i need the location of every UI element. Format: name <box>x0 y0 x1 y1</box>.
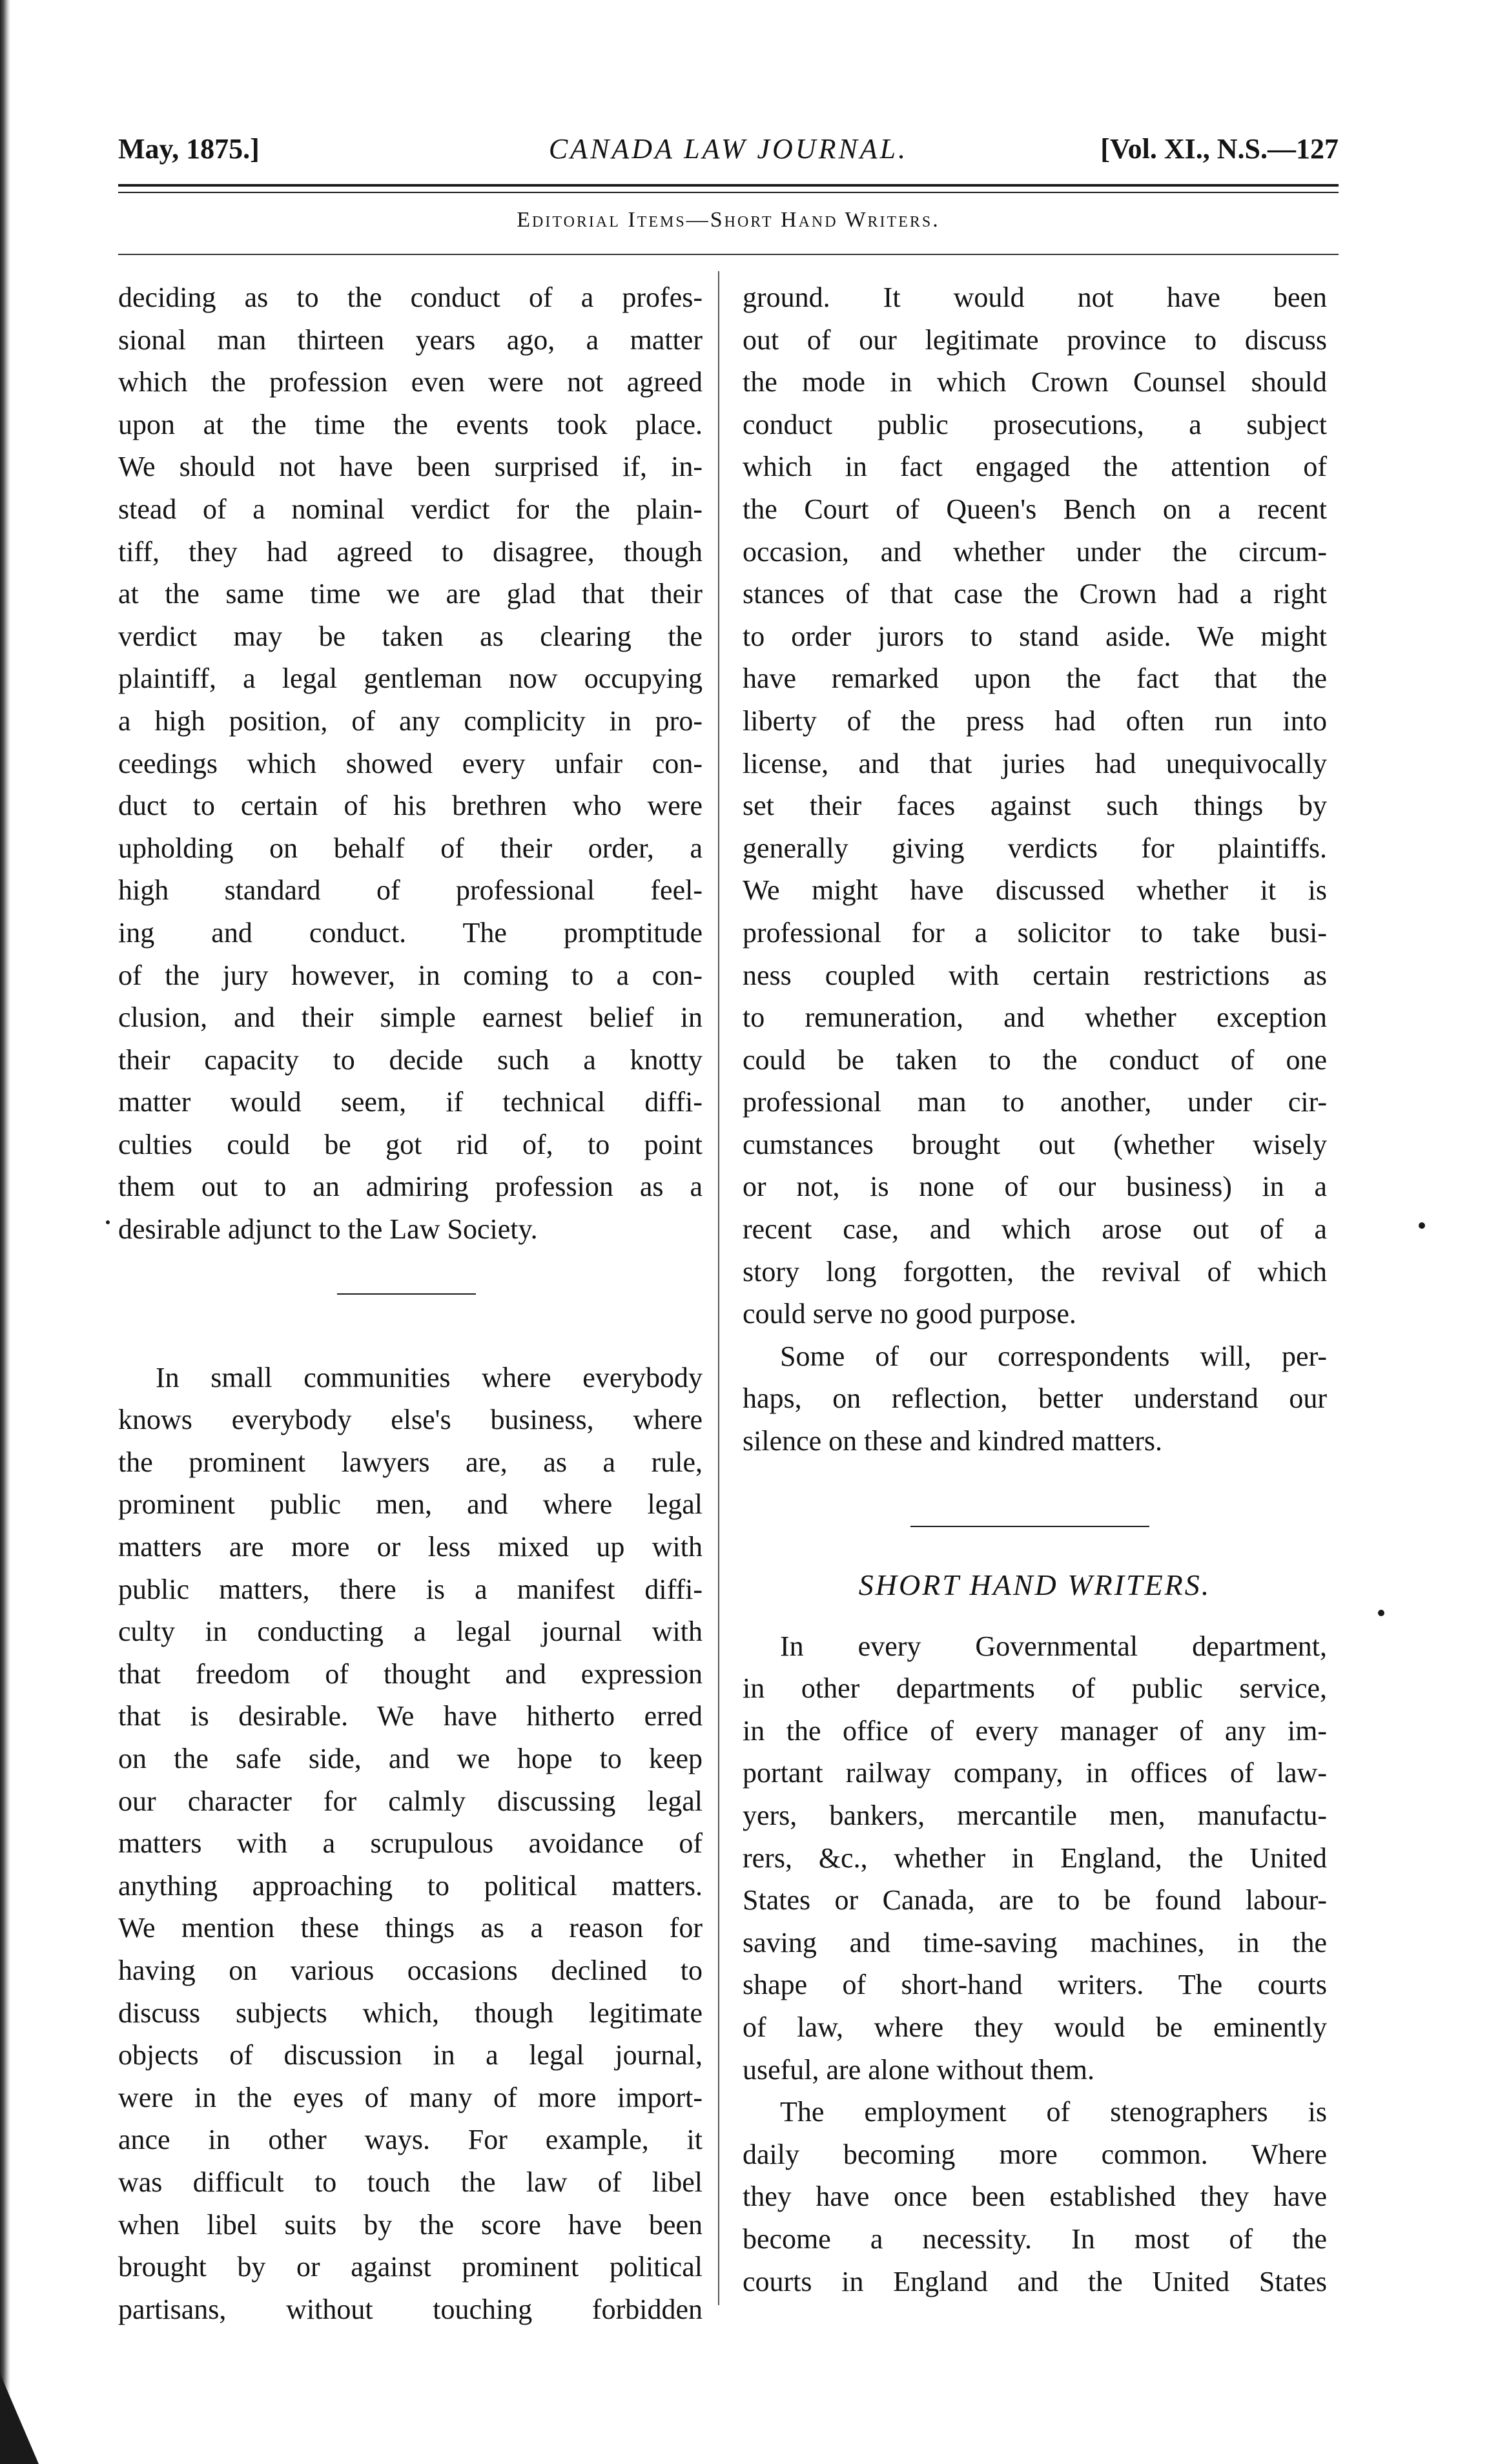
text-line: shape of short-hand writers. The courts <box>743 1969 1327 2001</box>
column-divider <box>718 271 719 2305</box>
section-separator-rule <box>337 1293 476 1295</box>
text-line: sional man thirteen years ago, a matter <box>118 323 703 356</box>
text-line: out of our legitimate province to discuss <box>743 323 1327 356</box>
text-line: rers, &c., whether in England, the United <box>743 1842 1327 1874</box>
text-line: knows everybody else's business, where <box>118 1404 703 1436</box>
text-line: discuss subjects which, though legitimate <box>118 1997 703 2029</box>
text-line: ground. It would not have been <box>743 282 1327 313</box>
text-line: professional man to another, under cir- <box>743 1086 1327 1118</box>
text-line: high standard of professional feel- <box>118 874 703 907</box>
section-head-rule <box>118 254 1339 255</box>
text-line: they have once been established they have <box>743 2181 1327 2213</box>
text-line: of law, where they would be eminently <box>743 2011 1327 2043</box>
text-line: stances of that case the Crown had a right <box>743 578 1327 610</box>
right-paragraph-3 <box>743 1625 1327 2091</box>
text-line: yers, bankers, mercantile men, manufactu- <box>743 1800 1327 1831</box>
article-heading: SHORT HAND WRITERS. <box>858 1568 1211 1601</box>
right-column <box>743 276 1327 2303</box>
text-line: plaintiff, a legal gentleman now occupying <box>118 662 703 695</box>
ink-speck <box>1419 1222 1425 1229</box>
text-line: when libel suits by the score have been <box>118 2208 703 2241</box>
text-line: of the jury however, in coming to a con- <box>118 959 703 991</box>
text-line: cumstances brought out (whether wisely <box>743 1128 1327 1160</box>
text-line: public matters, there is a manifest diffi- <box>118 1573 703 1605</box>
text-line: in the office of every manager of any im- <box>743 1714 1327 1747</box>
text-line: upholding on behalf of their order, a <box>118 832 703 864</box>
text-line: our character for calmly discussing legal <box>118 1785 703 1817</box>
text-line: ness coupled with certain restrictions as <box>743 959 1327 991</box>
text-line: States or Canada, are to be found labour- <box>743 1884 1327 1916</box>
text-line: license, and that juries had unequivocally <box>743 747 1327 779</box>
text-line: matters with a scrupulous avoidance of <box>118 1827 703 1860</box>
text-line: that is desirable. We have hitherto erred <box>118 1700 703 1732</box>
text-line: saving and time-saving machines, in the <box>743 1926 1327 1958</box>
right-paragraph-4 <box>743 2091 1327 2303</box>
binding-corner-shadow <box>0 2374 39 2464</box>
text-line: matters are more or less mixed up with <box>118 1531 703 1563</box>
ink-speck <box>106 1220 110 1224</box>
left-paragraph-2 <box>118 1357 703 2331</box>
text-line: silence on these and kindred matters. <box>743 1425 1163 1457</box>
text-line: We might have discussed whether it is <box>743 874 1327 907</box>
text-line: daily becoming more common. Where <box>743 2138 1327 2170</box>
volume-page-number: [Vol. XI., N.S.—127 <box>1100 133 1339 165</box>
text-line: their capacity to decide such a knotty <box>118 1043 703 1076</box>
running-head-date: May, 1875.] <box>118 133 260 165</box>
text-line: in other departments of public service, <box>743 1672 1327 1705</box>
text-line: conduct public prosecutions, a subject <box>743 408 1327 440</box>
text-line: portant railway company, in offices of law- <box>743 1757 1327 1789</box>
text-line: them out to an admiring profession as a <box>118 1171 703 1203</box>
text-line: at the same time we are glad that their <box>118 578 703 610</box>
text-line: stead of a nominal verdict for the plain- <box>118 493 703 525</box>
text-line: generally giving verdicts for plaintiffs. <box>743 832 1327 864</box>
ink-speck <box>1378 1610 1384 1616</box>
text-line: or not, is none of our business) in a <box>743 1171 1327 1203</box>
text-line: ing and conduct. The promptitude <box>118 916 703 949</box>
text-line: culty in conducting a legal journal with <box>118 1616 703 1648</box>
text-line: the prominent lawyers are, as a rule, <box>118 1446 703 1478</box>
text-line: professional for a solicitor to take busi- <box>743 916 1327 949</box>
text-line: clusion, and their simple earnest belief in <box>118 1001 703 1034</box>
text-line: occasion, and whether under the circum- <box>743 535 1327 568</box>
text-line: story long forgotten, the revival of which <box>743 1255 1327 1288</box>
spacer <box>118 1251 703 1357</box>
header-rule-thin <box>118 192 1339 193</box>
text-line: brought by or against prominent political <box>118 2251 703 2283</box>
text-line: which in fact engaged the attention of <box>743 451 1327 483</box>
text-line: ance in other ways. For example, it <box>118 2124 703 2156</box>
text-line: We mention these things as a reason for <box>118 1912 703 1944</box>
text-line: prominent public men, and where legal <box>118 1488 703 1521</box>
right-paragraph-2 <box>743 1335 1327 1463</box>
text-line: on the safe side, and we hope to keep <box>118 1743 703 1774</box>
section-separator-rule <box>910 1526 1149 1527</box>
text-line: to order jurors to stand aside. We might <box>743 620 1327 652</box>
right-paragraph-1 <box>743 276 1327 1335</box>
text-line: haps, on reflection, better understand our <box>743 1382 1327 1415</box>
text-line: were in the eyes of many of more import- <box>118 2081 703 2113</box>
text-line: useful, are alone without them. <box>743 2053 1094 2086</box>
text-line: which the profession even were not agreed <box>118 366 703 398</box>
text-line: We should not have been surprised if, in- <box>118 451 703 483</box>
left-column <box>118 276 703 2330</box>
book-binding-edge <box>0 0 10 2464</box>
text-line: duct to certain of his brethren who were <box>118 790 703 822</box>
text-line: upon at the time the events took place. <box>118 408 703 440</box>
text-line: The employment of stenographers is <box>780 2096 1327 2128</box>
text-line: matter would seem, if technical diffi- <box>118 1086 703 1118</box>
journal-title: CANADA LAW JOURNAL. <box>548 133 909 165</box>
section-head: Editorial Items—Short Hand Writers. <box>517 208 940 232</box>
text-line: recent case, and which arose out of a <box>743 1213 1327 1246</box>
text-line: liberty of the press had often run into <box>743 704 1327 737</box>
running-head <box>118 132 1339 171</box>
left-paragraph-1 <box>118 276 703 1251</box>
text-line: set their faces against such things by <box>743 790 1327 822</box>
text-line: verdict may be taken as clearing the <box>118 620 703 652</box>
text-line: Some of our correspondents will, per- <box>780 1340 1327 1372</box>
text-line: deciding as to the conduct of a profes- <box>118 282 703 313</box>
text-line: that freedom of thought and expression <box>118 1658 703 1690</box>
text-line: become a necessity. In most of the <box>743 2223 1327 2255</box>
text-line: the mode in which Crown Counsel should <box>743 366 1327 398</box>
text-line: culties could be got rid of, to point <box>118 1128 703 1160</box>
text-line: a high position, of any complicity in pro- <box>118 704 703 737</box>
header-rule-thick <box>118 184 1339 187</box>
text-line: having on various occasions declined to <box>118 1954 703 1986</box>
text-line: objects of discussion in a legal journal, <box>118 2039 703 2071</box>
text-line: was difficult to touch the law of libel <box>118 2166 703 2198</box>
text-line: tiff, they had agreed to disagree, though <box>118 535 703 568</box>
text-line: have remarked upon the fact that the <box>743 662 1327 695</box>
text-line: could serve no good purpose. <box>743 1298 1076 1330</box>
text-line: courts in England and the United States <box>743 2265 1327 2297</box>
text-line: to remuneration, and whether exception <box>743 1001 1327 1034</box>
text-line: In every Governmental department, <box>780 1630 1327 1662</box>
text-line: could be taken to the conduct of one <box>743 1043 1327 1076</box>
text-line: the Court of Queen's Bench on a recent <box>743 493 1327 525</box>
text-line: anything approaching to political matters. <box>118 1869 703 1902</box>
text-line: In small communities where everybody <box>156 1361 703 1393</box>
text-line: desirable adjunct to the Law Society. <box>118 1213 538 1246</box>
text-line: ceedings which showed every unfair con- <box>118 747 703 779</box>
text-line: partisans, without touching forbidden <box>118 2293 703 2325</box>
